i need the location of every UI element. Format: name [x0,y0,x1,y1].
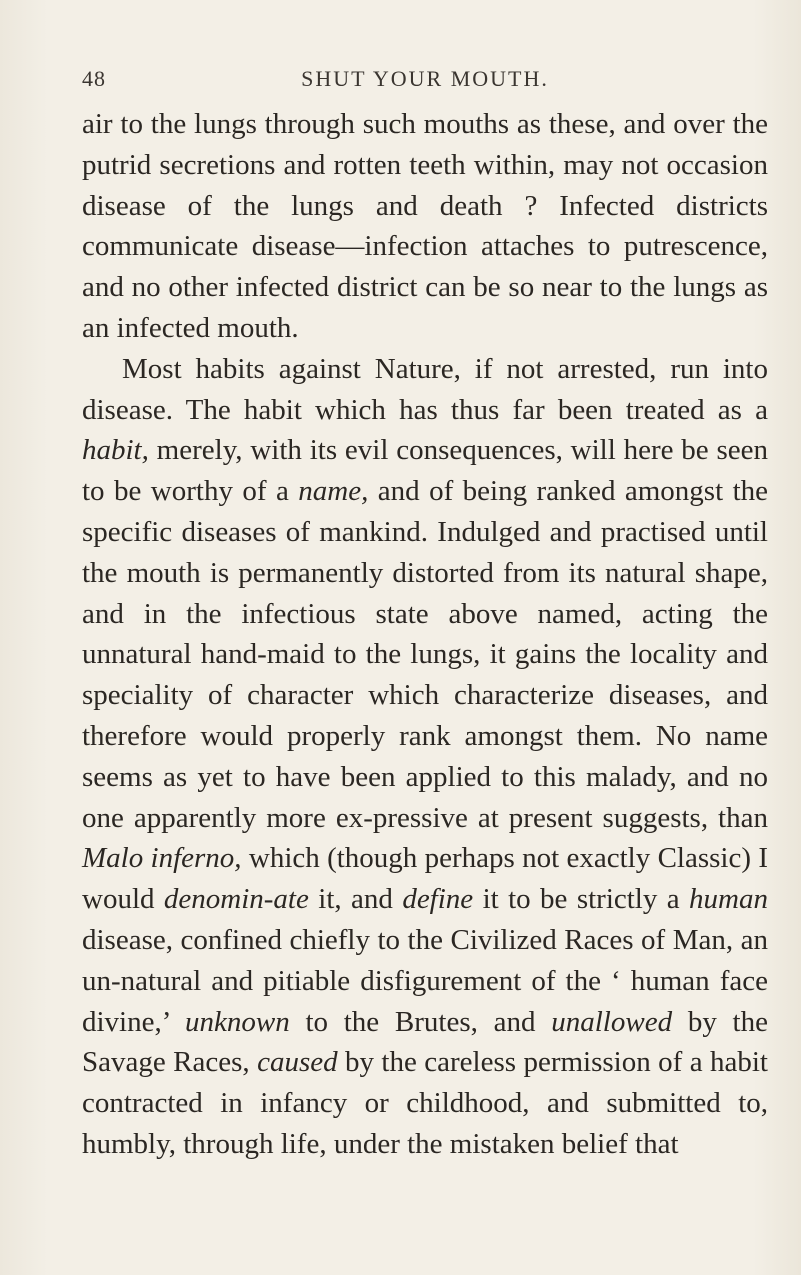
text-segment: by the Savage Races, [82,1005,768,1079]
italic-segment: unallowed [551,1005,673,1038]
text-segment: air to the lungs through such mouths as these, and over the putrid secretions and rotten teeth within, may not occasion disease of the lungs and death ? Infected districts communicate disease—infection attaches to putrescence, and no other infected district can be so near to the lungs as an infected mouth. [82,108,768,344]
text-segment: by the careless permission of a habit contracted in infancy or childhood, and submitted to, humbly, through life, under the mistaken belief that [82,1046,768,1160]
running-head: SHUT YOUR MOUTH. [301,66,549,91]
italic-segment: caused [257,1046,338,1079]
body-text [82,104,768,1165]
text-segment: it to be strictly a [473,883,690,916]
page-number: 48 [82,66,106,91]
paragraph-1 [82,104,768,349]
text-segment: merely, with its evil consequences, will here be seen to be worthy of a [82,434,768,508]
italic-segment: unknown [184,1005,290,1038]
text-segment: which (though perhaps not exactly Classic) I would [82,842,768,916]
text-segment: and of being ranked amongst the specific diseases of mankind. Indulged and practised until the mouth is permanently distorted from its natural shape, and in the infectious state above named, acting the unnatural hand-maid to the lungs, it gains the locality and speciality of character which characterize diseases, and therefore would properly rank amongst them. No name seems as yet to have been applied to this malady, and no one apparently more ex-pressive at present suggests, than [82,475,768,834]
italic-segment: name, [298,475,369,508]
paragraph-2 [82,349,768,1165]
italic-segment: habit, [82,434,149,467]
italic-segment: Malo inferno, [82,842,242,875]
text-segment: it, and [308,883,403,916]
text-segment: to the Brutes, and [289,1005,552,1038]
italic-segment: human [689,883,768,916]
text-segment: Most habits against Nature, if not arrested, run into disease. The habit which has thus far been treated as a [82,352,768,426]
italic-segment: denomin-ate [163,883,309,916]
page-header [82,66,768,106]
italic-segment: define [402,883,474,916]
text-segment: disease, confined chiefly to the Civilized Races of Man, an un-natural and pitiable disfigurement of the ‘ human face divine,’ [82,923,768,1038]
